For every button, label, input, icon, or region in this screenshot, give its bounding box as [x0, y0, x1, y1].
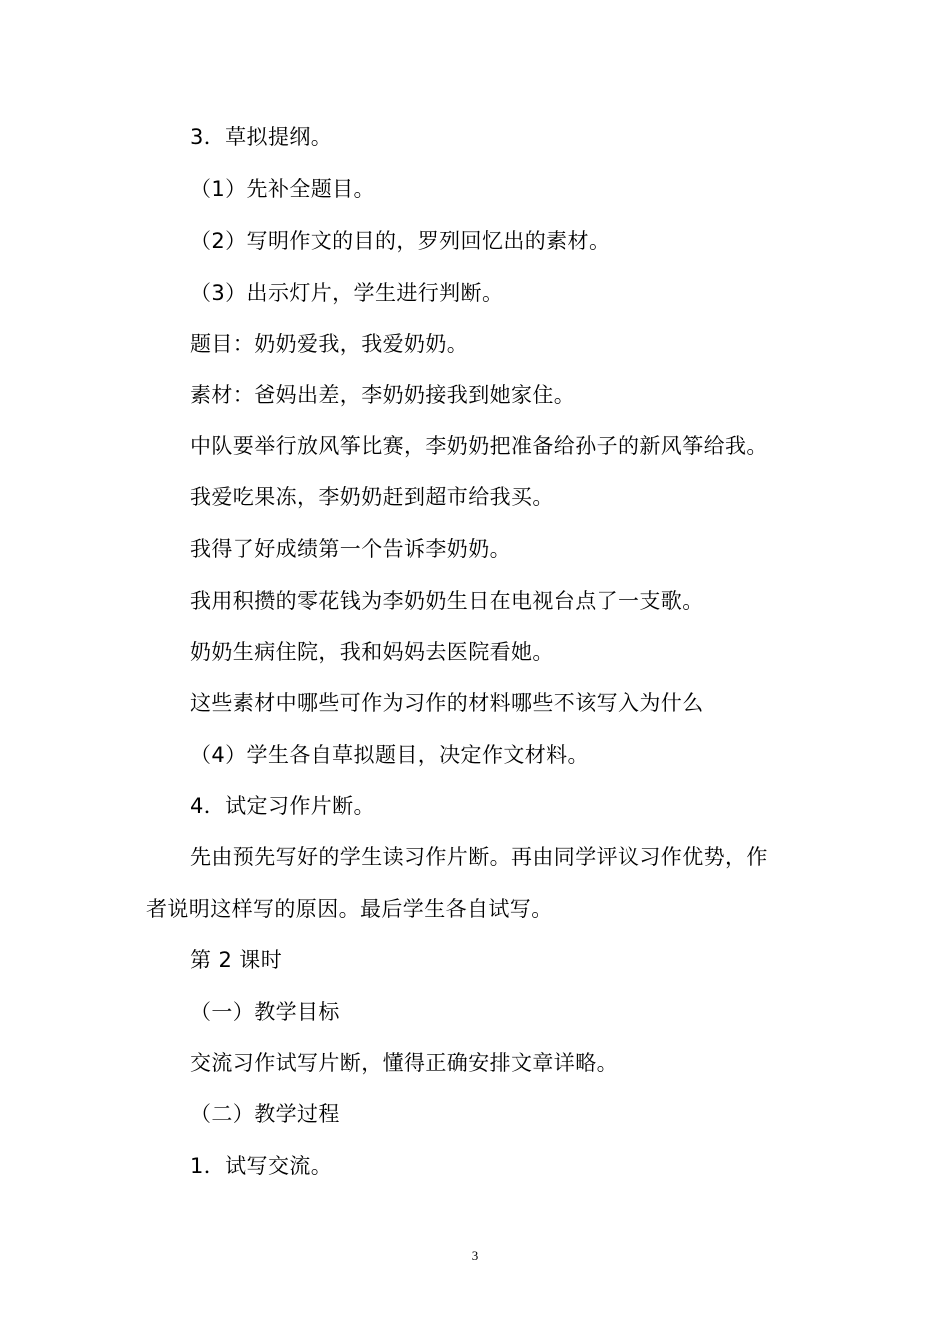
example-material-4: 我得了好成绩第一个告诉李奶奶。 — [190, 537, 511, 561]
step-complete-title: （1）先补全题目。 — [190, 177, 375, 201]
example-material-5: 我用积攒的零花钱为李奶奶生日在电视台点了一支歌。 — [190, 589, 704, 613]
example-material-6: 奶奶生病住院，我和妈妈去医院看她。 — [190, 640, 554, 664]
example-material-3: 我爱吃果冻，李奶奶赶到超市给我买。 — [190, 485, 554, 509]
question-which-materials: 这些素材中哪些可作为习作的材料哪些不该写入为什么 — [190, 691, 704, 715]
paragraph-trial-line-1: 先由预先写好的学生读习作片断。再由同学评议习作优势，作 — [190, 845, 768, 869]
step-show-slides: （3）出示灯片，学生进行判断。 — [190, 281, 504, 305]
step-purpose-materials: （2）写明作文的目的，罗列回忆出的素材。 — [190, 229, 611, 253]
step-draft-title-materials: （4）学生各自草拟题目，决定作文材料。 — [190, 743, 589, 767]
example-material-2: 中队要举行放风筝比赛，李奶奶把准备给孙子的新风筝给我。 — [190, 434, 768, 458]
teaching-objectives-text: 交流习作试写片断，懂得正确安排文章详略。 — [190, 1051, 618, 1075]
lesson-2-heading: 第 2 课时 — [190, 948, 283, 972]
page-number: 3 — [471, 1248, 479, 1263]
paragraph-trial-line-2: 者说明这样写的原因。最后学生各自试写。 — [146, 897, 553, 921]
step-trial-exchange: 1．试写交流。 — [190, 1154, 333, 1178]
example-title: 题目：奶奶爱我，我爱奶奶。 — [190, 332, 469, 356]
teaching-objectives-heading: （一）教学目标 — [190, 1000, 340, 1024]
heading-draft-outline: 3．草拟提纲。 — [190, 125, 333, 149]
example-material-1: 素材：爸妈出差，李奶奶接我到她家住。 — [190, 383, 576, 407]
teaching-process-heading: （二）教学过程 — [190, 1102, 340, 1126]
heading-trial-passage: 4．试定习作片断。 — [190, 794, 375, 818]
